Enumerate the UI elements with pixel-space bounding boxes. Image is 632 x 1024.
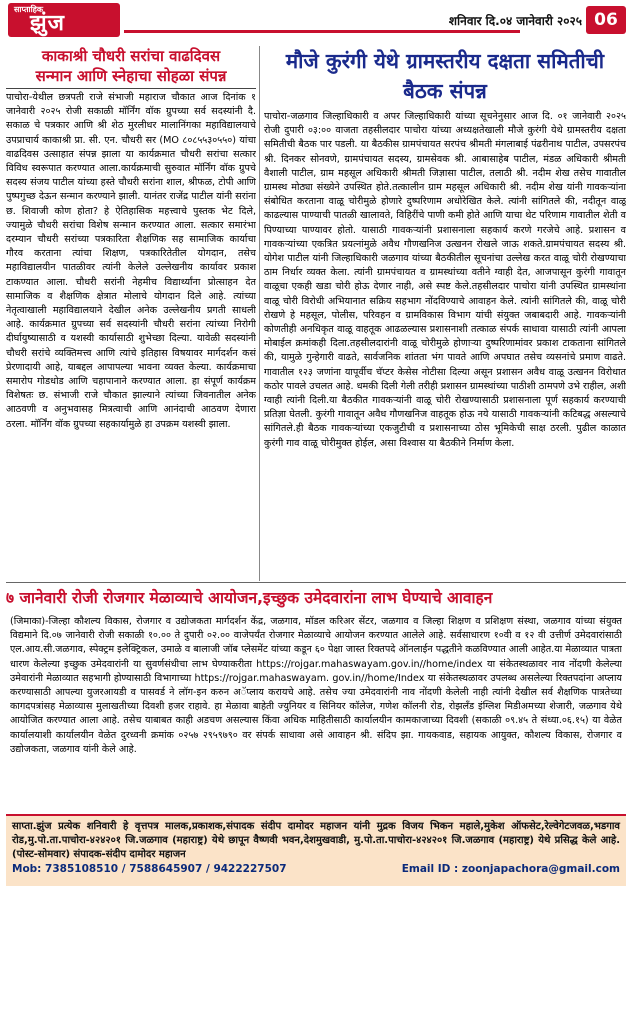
- masthead-rule: [124, 30, 520, 33]
- email-address: Email ID : zoonjapachora@gmail.com: [401, 863, 620, 875]
- page-number: 06: [586, 6, 626, 34]
- column-divider: [259, 46, 260, 581]
- left-article-title-line1: काकाश्री चौधरी सरांचा वाढदिवस: [41, 47, 221, 65]
- bottom-article-body: (जिमाका)-जिल्हा कौशल्य विकास, रोजगार व उद्योजकता मार्गदर्शन केंद्र, जळगाव, मॉडल करिअर सेंटर, जळगाव व जिल्हा शिक्षण व प्रशिक्षण संस्था, जळगाव यांच्या संयुक्त विद्यमाने दि.०७ जानेवारी रोजी सकाळी १०.०० ते दुपारी ०२.०० वाजेपर्यंत रोजगार मेळाव्याचे आयोजन करण्यात आलेले आहे. सर्वसाधारण १०वी व १२ वी उत्तीर्ण उमेदवारांसाठी एल.आय.सी.जळगाव, स्पेक्ट्रम इलेक्ट्रिकल, उमाळे व बालाजी जॉब प्लेसमेंट यांच्या कडून ६० पेक्षा जास्त रिक्तपदे ऑनलाईन पद्धतीने कळविण्यात आली आहेत.या मेळाव्यात पात्रता धारण केलेल्या इच्छुक उमेदवारांनी या सुवर्णसंधीचा लाभ घेण्याकरीता https://rojgar.mahaswayam.gov.in//home/index या संकेतस्थळावर नाव नोंदणी केलेल्या उमेवारांनी मेळाव्यात सहभागी होण्यासाठी विभागाच्या https://rojgar.mahaswayam. gov.in//home/Index या संकेतस्थळावर उपलब्ध असलेल्या रिक्तपदांना अप्लाय करण्यासाठी आपल्या युजरआयडी व पासवर्ड ने लॉग-इन करुन अॅप्लाय करायचे आहे. तसेच ज्या उमेदवारांनी नाव नोंदणी केलेली नाही त्यांनी देखील सर्व शैक्षणिक पात्रतेच्या कागदपत्रांसह मेळाव्यास मुलाखतीच्या दिवशी हजर राहावे. हा मेळावा बाहेती ज्युनियर व सिनियर कॉलेज, गणेश कॉलनी रोड, रोझलँड इंग्लिश मिडीअमच्या शेजारी, जळगाव येथे आयोजित करण्यात आला आहे. तसेच याबाबत काही अडचण असल्यास किंवा अधिक माहितीसाठी कार्यालयीन कामकाजाच्या दिवशी (सकाळी ०९.४५ ते संध्या.०६.१५) या वेळेत कार्यालयाशी कार्यालयीन वेळेत दुरध्वनी क्रमांक ०२५७ २९५९७९० वर संपर्क साधावा असे आवाहन श्री. संदिप झा. गायकवाड, सहायक आयुक्त, कौशल्य विकास, रोजगार व उद्योजकता, जळगाव यांनी केले आहे.: [10, 616, 622, 755]
- newspaper-logo: [8, 3, 120, 37]
- imprint-footer: [6, 814, 626, 886]
- right-article: [264, 46, 626, 581]
- imprint-text: साप्ता.झुंज प्रत्येक शनिवारी हे वृत्तपत्र मालक,प्रकाशक,संपादक संदीप दामोदर महाजन यांनी मुद्रक विजय भिकन महाले,मुकेश ऑफसेट,रेल्वेगेटजवळ,भडगाव रोड,मु.पो.ता.पाचोरा-४२४२०१ जि.जळगाव (महाराष्ट्र) येथे छापून वैष्णवी भवन,देशमुखवाडी, मु.पो.ता.पाचोरा-४२४२०१ जि.जळगाव (महाराष्ट्र) येथे प्रसिद्ध केले आहे. (पोस्ट-सोमवार) संपादक-संदीप दामोदर महाजन: [12, 821, 620, 860]
- issue-date: शनिवार दि.०४ जानेवारी २०२५: [448, 14, 582, 28]
- section-divider: [6, 582, 626, 583]
- mobile-numbers: Mob: 7385108510 / 7588645907 / 9422227507: [12, 863, 287, 875]
- contact-row: [12, 863, 620, 875]
- left-article-body: पाचोरा-येथील छत्रपती राजे संभाजी महाराज चौकात आज दिनांक १ जानेवारी २०२५ रोजी सकाळी मॉर्निंग वॉक ग्रुपच्या सर्व सदस्यांनी दै. सकाळ चे पत्रकार आणि श्री शेठ मुरलीधर मालानिंगका महाविद्यालयाचे उपप्राचार्य काकाश्री प्रा. सी. एन. चौधरी सर (MO ८०८५५३०५५०) यांचा वाढदिवस उत्साहात संपन्न झाला या कार्यक्रमात चौधरी सरांचा सत्कार विविध स्वरूपात करण्यात आला.कार्यक्रमाची सुरुवात मॉर्निंग वॉक ग्रुपचे सदस्य संजय पाटील यांच्या हस्ते चौधरी सरांना शाल, श्रीफळ, टोपी आणि पुष्पगुच्छ देऊन सन्मान करण्याने झाली. यानंतर राजेंद्र पाटील यांनी सरांना छ. शिवाजी कोण होता? हे ऐतिहासिक महत्त्वाचे पुस्तक भेट दिले, ज्यामुळे चौधरी सरांचा विशेष सन्मान करण्यात आला. सत्कार समारंभा दरम्यान चौधरी सरांच्या पत्रकारिता शैक्षणिक सह सामाजिक कार्याचा गौरव करताना त्यांचा शिक्षण, पत्रकारितेतील योगदान, तसेच महाविद्यालयीन पातळीवर त्यांनी केलेले उल्लेखनीय कार्यावर प्रकाश टाकण्यात आला. चौधरी सरांनी नेहमीच विद्यार्थ्यांना प्रोत्साहन देत सामाजिक व शैक्षणिक क्षेत्रात मोलाचे योगदान दिले आहे. त्यांच्या नेतृत्वाखाली महाविद्यालयाने देखील अनेक उल्लेखनीय प्रगती साधली आहे. कार्यक्रमात ग्रुपच्या सर्व सदस्यांनी चौधरी सरांना त्यांच्या निरोगी दीर्घायुष्यासाठी व यशस्वी कार्यासाठी शुभेच्छा दिल्या. यावेळी सदस्यांनी चौधरी सरांचे व्यक्तिमत्त्व आणि त्यांचे इतिहास विषयावर मार्गदर्शन कसं प्रेरणादायी आहे, याबद्दल आपापल्या भावना व्यक्त केल्या. कार्यक्रमाचा समारोप गोडधोड आणि चहापानाने करण्यात आला. हा संपूर्ण कार्यक्रम विशेषतः छ. संभाजी राजे चौकात झाल्याने त्यांच्या जिवनातील अनेक आठवणी व अनुभवासह मित्रत्वाची आणि आनंदाची आठवण देणारा ठरला. मॉर्निंग वॉक ग्रुपच्या सहकार्यामुळे हा उपक्रम यशस्वी झाला.: [6, 92, 256, 430]
- bottom-article-title: ७ जानेवारी रोजी रोजगार मेळाव्याचे आयोजन,इच्छुक उमेदवारांना लाभ घेण्याचे आवाहन: [6, 589, 493, 607]
- left-article: [6, 46, 256, 581]
- left-article-title-line2: सन्मान आणि स्नेहाचा सोहळा संपन्न: [6, 66, 256, 89]
- right-article-title: मौजे कुरंगी येथे ग्रामस्तरीय दक्षता समितीची बैठक संपन्न: [285, 49, 605, 103]
- right-article-body: पाचोरा-जळगाव जिल्हाधिकारी व अपर जिल्हाधिकारी यांच्या सूचनेनुसार आज दि. ०१ जानेवारी २०२५ रोजी दुपारी ०३:०० वाजता तहसीलदार पाचोरा यांच्या अध्यक्षतेखाली मौजे कुरंगी येथे ग्रामस्तरीय दक्षता समितीची बैठक पार पडली. या बैठकीस ग्रामपंचायत सरपंच श्रीमती मंगलाबाई पंढरीनाथ पाटील, उपसरपंच श्री. दिनकर सोनवणे, ग्रामपंचायत सदस्य, ग्रामसेवक श्री. आबासाहेब पाटील, मंडळ अधिकारी श्रीमती वैशाली पाटील, ग्राम महसूल अधिकारी श्रीमती जिज्ञासा पाटील, तलाठी श्री. नदीम शेख तसेच गावातील ग्रामस्थ मोठ्या संख्येने उपस्थित होते.तत्कालीन ग्राम महसूल अधिकारी श्री. नदीम शेख यांनी गावकऱ्यांना संबोधित करताना वाळू चोरीमुळे होणारे दुष्परिणाम अधोरेखित केले. त्यांनी सांगितले की, नदीतून वाळू काढल्यास पाण्याची पातळी खालावते, विहिरींचे पाणी कमी होते आणि याचा थेट परिणाम गावातील शेती व पिण्याच्या पाण्यावर होतो. यासाठी गावकऱ्यांनी प्रशासनाला सहकार्य करणे गरजेचे आहे. प्रशासन व गावकऱ्यांच्या एकत्रित प्रयत्नांमुळे अवैध गौणखनिज उत्खनन रोखले जाऊ शकते.ग्रामपंचायत सदस्य श्री. योगेश पाटील यांनी जिल्हाधिकारी जळगाव यांच्या बैठकीतील सूचनांचा उल्लेख करत वाळू चोरी रोखण्याचा ठाम निर्धार व्यक्त केला. त्यांनी ग्रामपंचायत व ग्रामस्थांच्या वतीने ग्वाही देत, आजपासून कुरंगी गावातून वाळूचा एकही खडा चोरी होऊ देणार नाही, असे स्पष्ट केले.तहसीलदार पाचोरा यांनी उपस्थित ग्रामस्थांना वाळू चोरी विरोधी अभियानात सक्रिय सहभाग नोंदविण्याचे आवाहन केले. त्यांनी सांगितले की, वाळू चोरी रोखणे हे महसूल, पोलीस, परिवहन व ग्रामविकास विभाग यांची संयुक्त जबाबदारी आहे. गावकऱ्यांनी कोणतीही अनधिकृत वाळू वाहतूक आढळल्यास प्रशासनाशी तत्काळ संपर्क साधावा यासाठी त्यांनी आपला मोबाईल क्रमांकही दिला.तहसीलदारांनी वाळू चोरीमुळे होणाऱ्या दुष्परिणामांवर प्रकाश टाकताना सांगितले की, यामुळे गुन्हेगारी वाढते, सार्वजनिक शांतता भंग पावते आणि अपघात तसेच व्यसनांचे प्रमाण वाढते. गावातील १२३ जणांना यापूर्वीच चॅप्टर केसेस नोटीसा दिल्या असून प्रशासन अवैध वाळू उत्खनन विरोधात कठोर पावले उचलत आहे. धमकी दिली गेली तरीही प्रशासन ग्रामस्थांच्या पाठीशी ठामपणे उभे राहील, अशी ग्वाही त्यांनी दिली.या बैठकीत गावकऱ्यांनी वाळू चोरी रोखण्यासाठी प्रशासनाला पूर्ण सहकार्य करण्याची प्रतिज्ञा घेतली. कुरंगी गावातून अवैध गौणखनिज वाहतूक होऊ नये यासाठी गावकऱ्यांनी कटिबद्ध असल्याचे सांगितले.ही बैठक गावकऱ्यांच्या एकजुटीची व प्रशासनाच्या ठोस भूमिकेची साक्ष ठरली. पुढील काळात कुरंगी गाव वाळू चोरीमुक्त होईल, असा विश्वास या बैठकीने निर्माण केला.: [264, 111, 626, 449]
- logo-name: झुंज: [30, 11, 65, 36]
- masthead: [0, 0, 632, 42]
- logo-subtitle: साप्ताहिक: [14, 5, 44, 14]
- bottom-article: [10, 615, 622, 813]
